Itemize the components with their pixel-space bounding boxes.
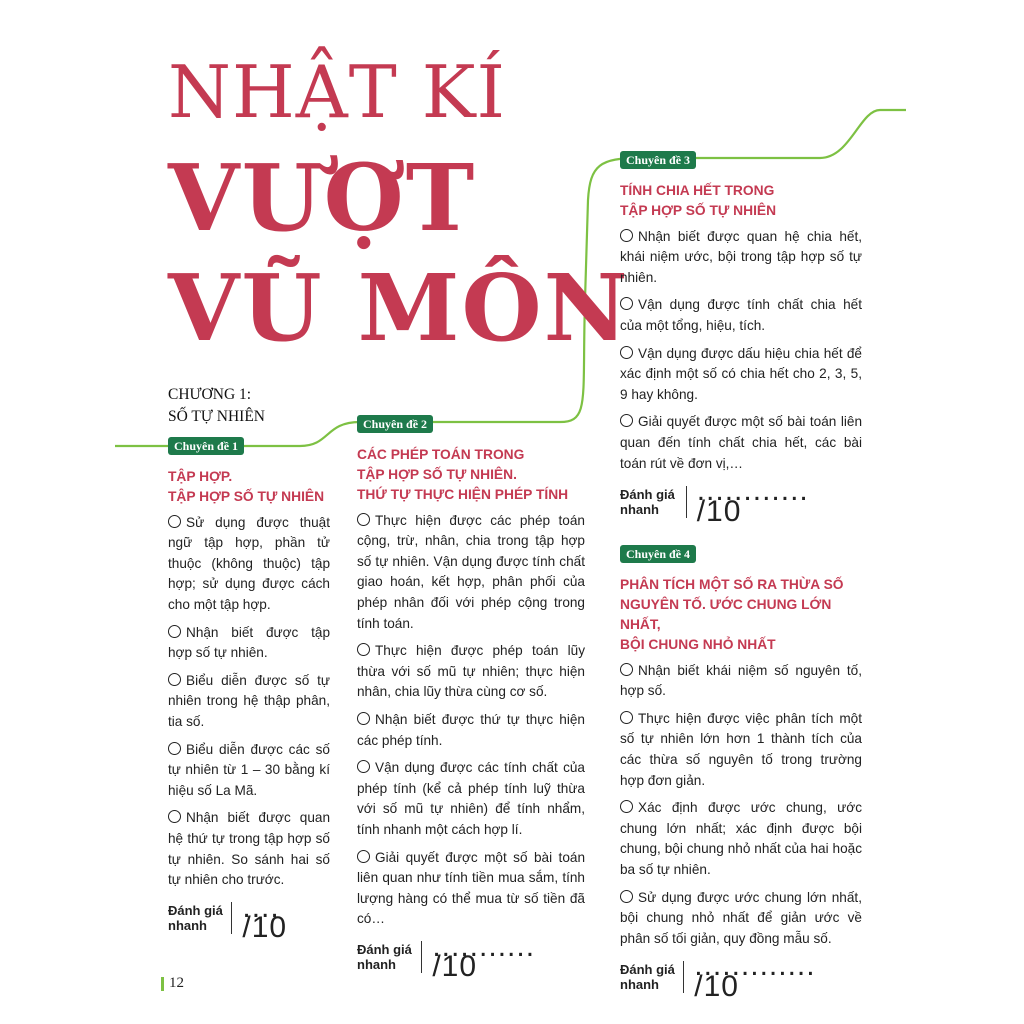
objective-text: Nhận biết được quan hệ thứ tự trong tập hợp số tự nhiên. So sánh hai số tự nhiên cho trước. xyxy=(168,810,330,888)
score-divider xyxy=(683,961,684,993)
objective-text: Nhận biết được tập hợp số tự nhiên. xyxy=(168,624,330,661)
objective-text: Nhận biết được quan hệ chia hết, khái niệm ước, bội trong tập hợp số tự nhiên. xyxy=(620,228,862,285)
topic-heading-line: TẬP HỢP. xyxy=(168,468,233,484)
title-line-3: VŨ MÔN xyxy=(168,254,630,362)
score-label-line: Đánh giá xyxy=(620,961,675,977)
topic-heading-line: THỨ TỰ THỰC HIỆN PHÉP TÍNH xyxy=(357,486,569,502)
circle-checkbox-icon[interactable] xyxy=(620,297,633,310)
topic-badge: Chuyên đề 1 xyxy=(168,437,244,455)
circle-checkbox-icon[interactable] xyxy=(357,513,370,526)
score-divider xyxy=(686,486,687,518)
topic-badge: Chuyên đề 3 xyxy=(620,151,696,169)
topic-heading-line: PHÂN TÍCH MỘT SỐ RA THỪA SỐ xyxy=(620,576,844,592)
objective-text: Thực hiện được các phép toán cộng, trừ, nhân, chia trong tập hợp số tự nhiên. Vận dụng được tính chất giao hoán, kết hợp, phân phối của phép nhân đối với phép cộng trong tính toán. xyxy=(357,512,585,631)
page-number-text: 12 xyxy=(169,975,184,991)
objective-text: Xác định được ước chung, ước chung lớn nhất; xác định được bội chung, bội chung nhỏ nhất của hai hoặc ba số tự nhiên. xyxy=(620,800,862,877)
quick-score xyxy=(357,929,585,984)
objective-text: Giải quyết được một số bài toán liên quan đến tính chất chia hết, các bài toán rút về đơn vị,… xyxy=(620,414,862,471)
score-label-line: Đánh giá xyxy=(620,486,675,502)
topic-1 xyxy=(168,436,330,945)
objective-text: Sử dụng được thuật ngữ tập hợp, phần tử thuộc (không thuộc) tập hợp; sử dụng được cách cho một tập hợp. xyxy=(168,514,330,612)
score-label-line: nhanh xyxy=(620,501,659,517)
topic-heading-line: CÁC PHÉP TOÁN TRONG xyxy=(357,446,525,462)
title-line-2: VƯỢT xyxy=(168,144,477,252)
objective-item xyxy=(168,671,330,733)
objective-text: Nhận biết được thứ tự thực hiện các phép tính. xyxy=(357,711,585,748)
title-line-1: NHẬT KÍ xyxy=(168,50,506,134)
circle-checkbox-icon[interactable] xyxy=(168,673,181,686)
objective-item xyxy=(620,227,862,289)
quick-score xyxy=(168,890,330,945)
score-label xyxy=(168,903,227,933)
objective-text: Biểu diễn được số tự nhiên trong hệ thập phân, tia số. xyxy=(168,672,330,729)
circle-checkbox-icon[interactable] xyxy=(620,229,633,242)
objective-item xyxy=(620,661,862,702)
topic-heading-line: NGUYÊN TỐ. ƯỚC CHUNG LỚN NHẤT, xyxy=(620,596,832,632)
topic-heading xyxy=(620,575,862,655)
score-label xyxy=(357,942,417,972)
objective-item xyxy=(620,709,862,791)
topic-badge: Chuyên đề 2 xyxy=(357,415,433,433)
circle-checkbox-icon[interactable] xyxy=(620,890,633,903)
objective-item xyxy=(357,758,585,840)
score-label-line: nhanh xyxy=(168,918,207,934)
chapter-number: CHƯƠNG 1: xyxy=(168,386,252,403)
objective-item xyxy=(620,798,862,880)
topic-badge: Chuyên đề 4 xyxy=(620,545,696,563)
circle-checkbox-icon[interactable] xyxy=(168,810,181,823)
objective-text: Thực hiện được phép toán lũy thừa với số mũ tự nhiên; thực hiện nhân, chia lũy thừa cùng cơ số. xyxy=(357,643,585,700)
circle-checkbox-icon[interactable] xyxy=(168,742,181,755)
score-value[interactable]: .... /10 xyxy=(242,890,288,945)
score-label-line: Đánh giá xyxy=(168,903,223,919)
objective-item xyxy=(620,888,862,950)
circle-checkbox-icon[interactable] xyxy=(357,643,370,656)
circle-checkbox-icon[interactable] xyxy=(357,850,370,863)
objective-item xyxy=(168,623,330,664)
circle-checkbox-icon[interactable] xyxy=(168,515,181,528)
topic-heading-line: TẬP HỢP SỐ TỰ NHIÊN xyxy=(620,202,777,218)
topic-heading xyxy=(357,445,585,505)
page-number xyxy=(161,975,184,992)
circle-checkbox-icon[interactable] xyxy=(620,711,633,724)
objective-text: Vận dụng được các tính chất của phép tính (kể cả phép tính luỹ thừa với số mũ tự nhiên) để tính nhẩm, tính nhanh một cách hợp lí. xyxy=(357,760,585,837)
score-divider xyxy=(231,902,232,934)
topic-heading-line: TÍNH CHIA HẾT TRONG xyxy=(620,182,775,198)
objective-item xyxy=(357,511,585,635)
score-value[interactable]: ........... /10 xyxy=(432,929,536,984)
objective-item xyxy=(357,848,585,930)
objective-text: Nhận biết khái niệm số nguyên tố, hợp số. xyxy=(620,662,862,699)
circle-checkbox-icon[interactable] xyxy=(620,414,633,427)
objective-text: Vận dụng được tính chất chia hết của một tổng, hiệu, tích. xyxy=(620,297,862,333)
circle-checkbox-icon[interactable] xyxy=(357,712,370,725)
objective-text: Vận dụng được dấu hiệu chia hết để xác định một số có chia hết cho 2, 3, 5, 9 hay không. xyxy=(620,345,862,402)
objective-item xyxy=(620,344,862,406)
score-label-line: nhanh xyxy=(620,976,659,992)
circle-checkbox-icon[interactable] xyxy=(620,800,633,813)
topic-2 xyxy=(357,414,585,984)
topic-heading-line: TẬP HỢP SỐ TỰ NHIÊN. xyxy=(357,466,517,482)
circle-checkbox-icon[interactable] xyxy=(620,663,633,676)
score-divider xyxy=(421,941,422,973)
objective-item xyxy=(357,710,585,751)
topic-heading-line: TẬP HỢP SỐ TỰ NHIÊN xyxy=(168,488,325,504)
chapter-heading xyxy=(168,384,265,428)
objective-text: Giải quyết được một số bài toán liên quan như tính tiền mua sắm, tính lượng hàng có thể mua từ số tiền đã có… xyxy=(357,849,585,927)
circle-checkbox-icon[interactable] xyxy=(168,625,181,638)
score-value[interactable]: ............. /10 xyxy=(694,949,816,1003)
score-label xyxy=(620,962,679,992)
circle-checkbox-icon[interactable] xyxy=(357,760,370,773)
score-label-line: nhanh xyxy=(357,957,396,973)
chapter-title: SỐ TỰ NHIÊN xyxy=(168,408,265,425)
objective-item xyxy=(168,513,330,616)
page-number-marker xyxy=(161,977,164,991)
topic-heading-line: BỘI CHUNG NHỎ NHẤT xyxy=(620,636,776,652)
topic-4 xyxy=(620,544,862,1003)
objective-text: Biểu diễn được các số tự nhiên từ 1 – 30 bằng kí hiệu số La Mã. xyxy=(168,741,330,798)
circle-checkbox-icon[interactable] xyxy=(620,346,633,359)
score-label-line: Đánh giá xyxy=(357,942,412,958)
objective-item xyxy=(168,740,330,802)
topic-heading xyxy=(620,181,862,221)
topic-3 xyxy=(620,150,862,528)
objective-text: Sử dụng được ước chung lớn nhất, bội chung nhỏ nhất để giản ước về phân số tối giản, quy đồng mẫu số. xyxy=(620,889,862,946)
objective-item xyxy=(357,641,585,703)
topic-heading xyxy=(168,467,330,507)
objective-text: Thực hiện được việc phân tích một số tự nhiên lớn hơn 1 thành tích của các thừa số nguyên tố trong trường hợp đơn giản. xyxy=(620,710,862,788)
quick-score xyxy=(620,949,862,1003)
score-label xyxy=(620,487,682,517)
score-value[interactable]: ............ /10 xyxy=(696,474,809,528)
quick-score xyxy=(620,474,862,528)
objective-item xyxy=(620,295,862,336)
objective-item xyxy=(168,808,330,890)
objective-item xyxy=(620,412,862,474)
